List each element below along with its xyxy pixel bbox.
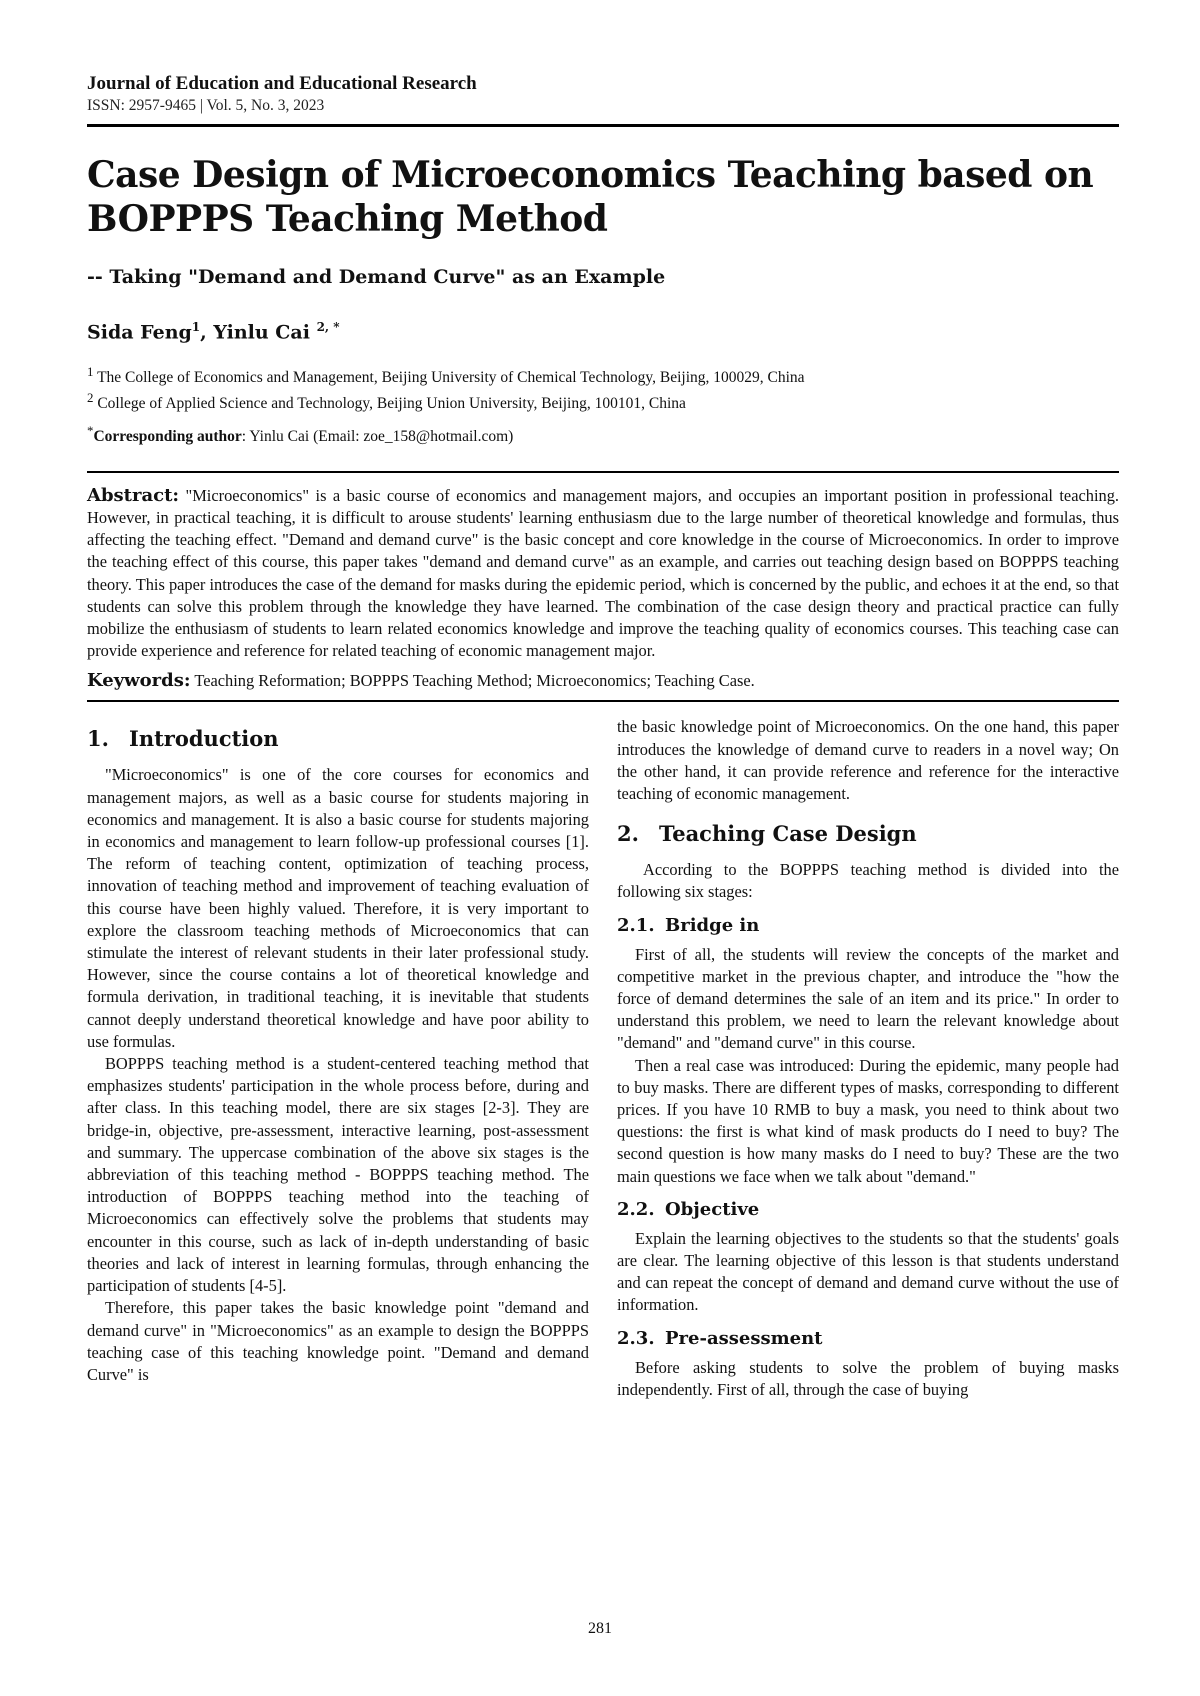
subsection-heading-bridge-in [617,914,1119,938]
journal-header [87,72,1119,116]
subsection-heading-pre-assessment [617,1327,1119,1351]
author-sup: 1 [191,320,201,334]
body-columns [87,716,1119,1401]
paper-subtitle: -- Taking "Demand and Demand Curve" as an Example [87,266,666,288]
paragraph: According to the BOPPPS teaching method is divided into the following six stages: [617,860,1119,902]
subsection-number: 2.3. [617,1327,655,1349]
affiliation-sup: 1 [87,364,94,380]
author-name: Yinlu Cai [213,321,310,344]
paragraph: the basic knowledge point of Microeconomics. On the one hand, this paper introduces the knowledge of demand curve to readers in a novel way; On the other hand, it can provide reference and reference for the interactive teaching of economic management. [617,717,1119,804]
subsection-heading-objective [617,1198,1119,1222]
author-list: Sida Feng$^1$, Yinlu Cai $^{2, *}$ [87,320,340,344]
keywords [87,670,1119,692]
affiliation-sup: 2 [87,390,94,406]
paper-title: Case Design of Microeconomics Teaching based on BOPPPS Teaching Method [87,154,1094,240]
affiliation-2 [87,388,1119,414]
paragraph: Before asking students to solve the problem of buying masks independently. First of all, through the case of buying [617,1357,1119,1399]
corresponding-sup: * [87,422,94,438]
subsection-title: Pre-assessment [665,1327,823,1349]
corresponding-label: Corresponding author [93,427,242,445]
section-number: 1. [87,726,109,752]
section-title: Teaching Case Design [659,821,917,847]
affiliation-text: The College of Economics and Management, Beijing University of Chemical Technology, Beijing, 100029, China [97,369,805,387]
header-rule [87,124,1119,127]
paper-page [87,72,1119,1401]
paragraph: Then a real case was introduced: During the epidemic, many people had to buy masks. There are different types of masks, corresponding to different prices. If you have 10 RMB to buy a mask, you need to think about two questions: the first is what kind of mask products do I need to buy? The second question is how many masks do I need to buy? These are the two main questions we face when we talk about "demand." [617,1055,1119,1186]
paragraph: First of all, the students will review the concepts of the market and competitive market in the previous chapter, and introduce the "how the force of demand determines the sale of an item and its price." In order to understand this problem, we need to learn the relevant knowledge about "demand" and "demand curve" in this course. [617,944,1119,1053]
journal-issn: ISSN: 2957-9465 | Vol. 5, No. 3, 2023 [87,97,325,114]
abstract-rule-top [87,471,1119,473]
section-number: 2. [617,821,639,847]
affiliation-text: College of Applied Science and Technology, Beijing Union University, Beijing, 100101, China [97,395,686,413]
paragraph: Explain the learning objectives to the students so that the students' goals are clear. The learning objective of this lesson is that students understand and can repeat the concept of demand and demand curve without the use of information. [617,1228,1119,1315]
subsection-number: 2.2. [617,1198,655,1220]
journal-name: Journal of Education and Educational Research [87,73,477,94]
paragraph: BOPPPS teaching method is a student-centered teaching method that emphasizes students' participation in the whole process before, during and after class. In this teaching model, there are six stages [2-3]. They are bridge-in, objective, pre-assessment, interactive learning, post-assessment and summary. The uppercase combination of the above six stages is the abbreviation of this teaching method - BOPPPS teaching method. The introduction of BOPPPS teaching method into the teaching of Microeconomics can effectively solve the problems that students may encounter in this course, such as lack of in-depth understanding of basic theories and lack of interest in learning formulas, through enhancing the participation of students [4-5]. [87,1054,589,1296]
abstract-rule-bottom [87,700,1119,702]
section-heading-introduction [87,726,589,752]
author-name: Sida Feng [87,321,192,344]
section-heading-teaching-case-design [617,821,1119,847]
author-sup: 2, * [316,320,340,334]
subsection-title: Bridge in [665,914,760,936]
abstract-label: Abstract: [87,484,180,506]
subsection-title: Objective [665,1198,760,1220]
abstract [87,485,1119,663]
subsection-number: 2.1. [617,914,655,936]
keywords-text: Teaching Reformation; BOPPPS Teaching Method; Microeconomics; Teaching Case. [194,671,755,691]
affiliations [87,362,1119,446]
corresponding-text: : Yinlu Cai (Email: zoe_158@hotmail.com) [241,427,514,445]
page-number: 281 [588,1620,612,1637]
keywords-label: Keywords: [87,670,191,692]
affiliation-1 [87,362,1119,388]
corresponding-author [87,421,1119,447]
abstract-text: "Microeconomics" is a basic course of economics and management majors, and occupies an important position in professional teaching. However, in practical teaching, it is difficult to arouse students' learning enthusiasm due to the large number of theoretical knowledge and formulas, thus affecting the teaching effect. "Demand and demand curve" is the basic concept and core knowledge in the course of Microeconomics. In order to improve the teaching effect of this course, this paper takes "demand and demand curve" as an example, and carries out teaching design based on BOPPPS teaching theory. This paper introduces the case of the demand for masks during the epidemic period, which is concerned by the public, and echoes it at the end, so that students can solve this problem through the knowledge they have learned. The combination of the case design theory and practical practice can fully mobilize the enthusiasm of students to learn related economics knowledge and improve the teaching quality of economics courses. This teaching case can provide experience and reference for related teaching of economic management major. [87,485,1119,661]
paragraph: "Microeconomics" is one of the core courses for economics and management majors, as well as a basic course for students majoring in economics and management. It is also a basic course for students majoring in economics and management to learn follow-up professional courses [1]. The reform of teaching content, optimization of teaching process, innovation of teaching method and improvement of teaching evaluation of this course have been highly valued. Therefore, it is very important to explore the classroom teaching methods of Microeconomics that can stimulate the interest of relevant students in their later professional study. However, since the course contains a lot of theoretical knowledge and formula derivation, in traditional teaching, it is inevitable that students cannot deeply understand theoretical knowledge and have poor ability to use formulas. [87,765,589,1051]
left-column [87,716,589,1401]
right-column [617,716,1119,1401]
section-title: Introduction [129,726,279,752]
paragraph: Therefore, this paper takes the basic knowledge point "demand and demand curve" in "Microeconomics" as an example to design the BOPPPS teaching case of this teaching knowledge point. "Demand and demand Curve" is [87,1298,589,1384]
